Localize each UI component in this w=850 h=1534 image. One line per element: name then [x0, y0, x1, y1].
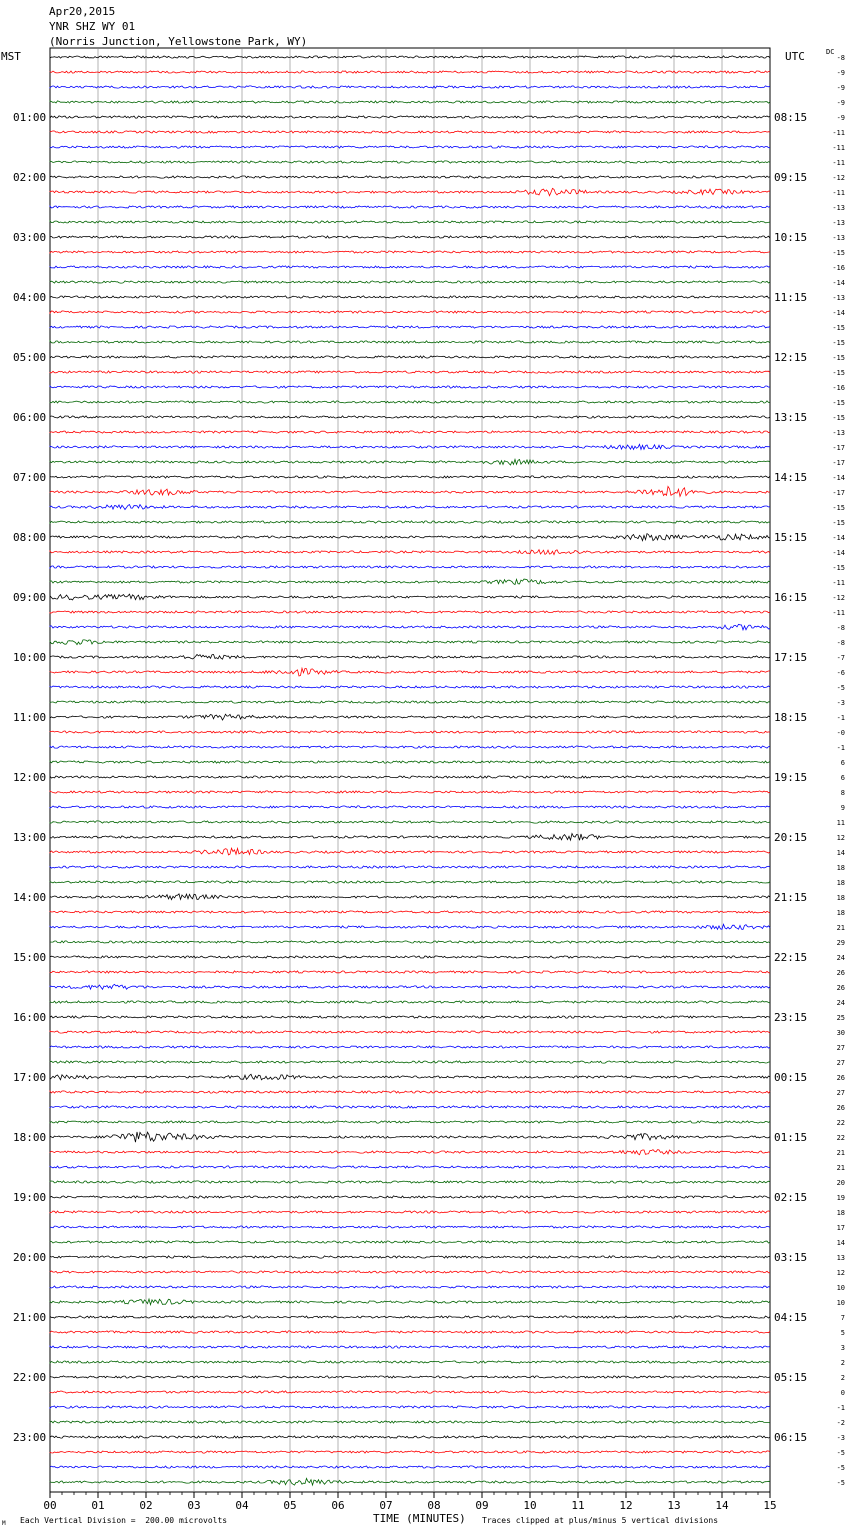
seismic-trace	[50, 791, 770, 793]
seismic-trace	[50, 266, 770, 268]
seismic-trace	[50, 746, 770, 748]
seismic-trace	[50, 431, 770, 433]
mst-hour-label: 08:00	[13, 531, 47, 544]
mst-hour-label: 19:00	[13, 1191, 47, 1204]
dc-offset-value: 12	[836, 1269, 845, 1277]
utc-hour-label: 04:15	[774, 1311, 808, 1324]
dc-offset-value: -15	[832, 339, 845, 347]
dc-offset-value: 26	[836, 1104, 845, 1112]
dc-offset-value: 26	[836, 1074, 845, 1082]
seismic-trace	[50, 1478, 770, 1485]
dc-offset-value: 21	[836, 924, 845, 932]
mst-hour-label: 09:00	[13, 591, 47, 604]
seismic-trace	[50, 161, 770, 163]
seismic-trace	[50, 714, 770, 720]
utc-hour-label: 16:15	[774, 591, 808, 604]
seismic-trace	[50, 686, 770, 688]
seismic-trace	[50, 416, 770, 418]
dc-offset-value: -0	[836, 729, 845, 737]
dc-offset-value: 14	[836, 1239, 845, 1247]
dc-offset-value: -14	[832, 279, 845, 287]
seismic-trace	[50, 1241, 770, 1243]
dc-offset-value: -14	[832, 549, 845, 557]
dc-offset-value: -1	[836, 744, 845, 752]
utc-hour-label: 15:15	[774, 531, 808, 544]
dc-offset-value: 13	[836, 1254, 845, 1262]
seismic-trace	[50, 1331, 770, 1333]
dc-offset-value: 27	[836, 1044, 845, 1052]
dc-offset-value: -15	[832, 354, 845, 362]
dc-offset-value: 12	[836, 834, 845, 842]
dc-offset-value: -16	[832, 264, 845, 272]
seismic-trace	[50, 311, 770, 313]
dc-offset-value: 3	[840, 1344, 845, 1352]
seismic-trace	[50, 401, 770, 403]
dc-offset-value: -9	[836, 69, 845, 77]
dc-offset-value: 7	[840, 1314, 845, 1322]
mst-hour-label: 15:00	[13, 951, 47, 964]
utc-hour-label: 02:15	[774, 1191, 808, 1204]
seismic-trace	[50, 1211, 770, 1213]
seismic-trace	[50, 131, 770, 133]
station-location: (Norris Junction, Yellowstone Park, WY)	[49, 35, 308, 48]
dc-offset-value: -15	[832, 414, 845, 422]
seismic-trace	[50, 1106, 770, 1108]
dc-offset-value: -5	[836, 1479, 845, 1487]
utc-hour-label: 06:15	[774, 1431, 808, 1444]
utc-hour-label: 20:15	[774, 831, 808, 844]
x-tick-label: 13	[667, 1499, 681, 1512]
seismic-trace	[50, 1132, 770, 1142]
seismic-trace	[50, 101, 770, 103]
plot-date: Apr20,2015	[49, 5, 116, 18]
x-tick-label: 12	[619, 1499, 633, 1512]
seismic-trace	[50, 1181, 770, 1183]
dc-offset-value: -12	[832, 594, 845, 602]
dc-offset-value: 27	[836, 1059, 845, 1067]
seismic-trace	[50, 594, 770, 600]
seismic-trace	[50, 881, 770, 883]
seismic-trace	[50, 1046, 770, 1048]
seismic-trace	[50, 834, 770, 841]
seismic-trace	[50, 611, 770, 613]
dc-offset-value: 6	[840, 759, 845, 767]
dc-offset-value: -3	[836, 1434, 845, 1442]
seismic-trace	[50, 654, 770, 659]
dc-offset-value: -17	[832, 459, 845, 467]
mst-hour-label: 02:00	[13, 171, 47, 184]
seismic-trace	[50, 1121, 770, 1123]
seismic-trace	[50, 487, 770, 497]
mst-hour-label: 12:00	[13, 771, 47, 784]
seismic-trace	[50, 956, 770, 958]
dc-offset-value: 18	[836, 894, 845, 902]
seismic-trace	[50, 281, 770, 283]
utc-hour-label: 09:15	[774, 171, 808, 184]
seismic-trace	[50, 188, 770, 195]
x-tick-label: 03	[187, 1499, 201, 1512]
dc-offset-value: 22	[836, 1134, 845, 1142]
dc-offset-value: -14	[832, 474, 845, 482]
seismic-trace	[50, 848, 770, 855]
dc-offset-value: 14	[836, 849, 845, 857]
dc-offset-value: -15	[832, 324, 845, 332]
dc-offset-value: -11	[832, 144, 845, 152]
seismic-trace	[50, 386, 770, 388]
dc-offset-value: -15	[832, 519, 845, 527]
x-tick-label: 02	[139, 1499, 153, 1512]
dc-offset-value: 21	[836, 1149, 845, 1157]
mst-hour-label: 11:00	[13, 711, 47, 724]
mst-hour-label: 20:00	[13, 1251, 47, 1264]
dc-offset-value: -9	[836, 99, 845, 107]
dc-offset-value: -9	[836, 84, 845, 92]
utc-hour-label: 22:15	[774, 951, 808, 964]
seismic-trace	[50, 206, 770, 208]
seismic-trace	[50, 1061, 770, 1063]
seismic-trace	[50, 356, 770, 358]
dc-offset-value: 17	[836, 1224, 845, 1232]
dc-offset-value: -13	[832, 219, 845, 227]
dc-offset-value: -17	[832, 444, 845, 452]
seismic-trace	[50, 776, 770, 778]
seismic-trace	[50, 534, 770, 541]
dc-offset-value: 18	[836, 864, 845, 872]
seismic-trace	[50, 146, 770, 148]
dc-offset-value: 24	[836, 999, 845, 1007]
dc-offset-value: 9	[840, 804, 845, 812]
dc-offset-value: 0	[840, 1389, 845, 1397]
seismic-trace	[50, 971, 770, 973]
mst-hour-label: 04:00	[13, 291, 47, 304]
mst-hour-label: 21:00	[13, 1311, 47, 1324]
seismic-trace	[50, 1299, 770, 1305]
utc-hour-label: 21:15	[774, 891, 808, 904]
mst-hour-label: 23:00	[13, 1431, 47, 1444]
mst-hour-label: 16:00	[13, 1011, 47, 1024]
seismic-trace	[50, 251, 770, 253]
utc-hour-label: 12:15	[774, 351, 808, 364]
dc-offset-value: -5	[836, 1449, 845, 1457]
dc-offset-value: 25	[836, 1014, 845, 1022]
x-tick-label: 11	[571, 1499, 585, 1512]
seismic-trace	[50, 821, 770, 823]
seismic-trace	[50, 1091, 770, 1093]
seismic-trace	[50, 1346, 770, 1348]
dc-offset-value: -5	[836, 1464, 845, 1472]
x-tick-label: 07	[379, 1499, 393, 1512]
x-axis-title: TIME (MINUTES)	[373, 1512, 466, 1525]
x-tick-label: 10	[523, 1499, 537, 1512]
seismic-trace	[50, 1226, 770, 1228]
dc-offset-value: 20	[836, 1179, 845, 1187]
corner-mark: M	[2, 1520, 6, 1527]
seismic-trace	[50, 668, 770, 676]
x-tick-label: 06	[331, 1499, 345, 1512]
dc-offset-value: -15	[832, 249, 845, 257]
seismic-trace	[50, 640, 770, 645]
seismic-trace	[50, 701, 770, 703]
dc-offset-value: -14	[832, 534, 845, 542]
dc-offset-value: 27	[836, 1089, 845, 1097]
seismic-trace	[50, 866, 770, 868]
seismic-trace	[50, 806, 770, 808]
seismic-trace	[50, 894, 770, 900]
dc-offset-value: -16	[832, 384, 845, 392]
station-code: YNR SHZ WY 01	[49, 20, 136, 33]
seismic-trace	[50, 1391, 770, 1393]
utc-hour-label: 00:15	[774, 1071, 808, 1084]
seismic-trace	[50, 476, 770, 478]
x-tick-label: 08	[427, 1499, 441, 1512]
dc-offset-value: -13	[832, 294, 845, 302]
seismic-trace	[50, 566, 770, 568]
seismic-trace	[50, 176, 770, 178]
x-tick-label: 00	[43, 1499, 57, 1512]
seismic-trace	[50, 326, 770, 328]
seismic-trace	[50, 1074, 770, 1080]
utc-hour-label: 10:15	[774, 231, 808, 244]
dc-offset-value: -15	[832, 369, 845, 377]
dc-offset-value: -17	[832, 489, 845, 497]
dc-offset-value: -13	[832, 429, 845, 437]
dc-offset-value: -1	[836, 1404, 845, 1412]
seismic-trace	[50, 1196, 770, 1198]
mst-hour-label: 10:00	[13, 651, 47, 664]
utc-hour-label: 19:15	[774, 771, 808, 784]
dc-offset-value: -15	[832, 564, 845, 572]
dc-offset-value: 8	[840, 789, 845, 797]
seismic-trace	[50, 221, 770, 223]
x-tick-label: 14	[715, 1499, 729, 1512]
seismic-trace	[50, 236, 770, 238]
seismic-trace	[50, 1271, 770, 1273]
plot-frame	[50, 48, 770, 1492]
seismic-trace	[50, 1451, 770, 1453]
dc-offset-value: -12	[832, 174, 845, 182]
utc-hour-label: 01:15	[774, 1131, 808, 1144]
utc-hour-label: 14:15	[774, 471, 808, 484]
seismic-trace	[50, 459, 770, 465]
dc-offset-value: -15	[832, 399, 845, 407]
dc-offset-value: -1	[836, 714, 845, 722]
seismic-trace	[50, 1001, 770, 1003]
dc-offset-value: 5	[840, 1329, 845, 1337]
seismic-trace	[50, 550, 770, 555]
seismic-trace	[50, 505, 770, 510]
dc-offset-value: 21	[836, 1164, 845, 1172]
mst-hour-label: 17:00	[13, 1071, 47, 1084]
seismic-trace	[50, 1406, 770, 1408]
dc-offset-value: 10	[836, 1284, 845, 1292]
seismic-trace	[50, 761, 770, 763]
seismic-trace	[50, 341, 770, 343]
seismic-trace	[50, 1166, 770, 1168]
x-tick-label: 15	[763, 1499, 777, 1512]
mst-hour-label: 01:00	[13, 111, 47, 124]
dc-offset-value: 26	[836, 969, 845, 977]
dc-offset-value: 2	[840, 1374, 845, 1382]
mst-hour-label: 05:00	[13, 351, 47, 364]
mst-hour-label: 03:00	[13, 231, 47, 244]
seismic-trace	[50, 731, 770, 733]
dc-offset-value: 24	[836, 954, 845, 962]
dc-offset-value: 2	[840, 1359, 845, 1367]
dc-offset-value: 18	[836, 879, 845, 887]
seismic-trace	[50, 1286, 770, 1288]
dc-offset-value: 22	[836, 1119, 845, 1127]
dc-offset-value: -11	[832, 189, 845, 197]
dc-offset-value: -11	[832, 159, 845, 167]
utc-hour-label: 05:15	[774, 1371, 808, 1384]
clip-note: Traces clipped at plus/minus 5 vertical divisions	[482, 1516, 719, 1525]
x-tick-label: 01	[91, 1499, 105, 1512]
seismic-trace	[50, 86, 770, 88]
seismic-trace	[50, 911, 770, 913]
dc-offset-value: -7	[836, 654, 845, 662]
dc-offset-value: 29	[836, 939, 845, 947]
seismic-trace	[50, 1031, 770, 1033]
dc-offset-value: 30	[836, 1029, 845, 1037]
seismic-trace	[50, 1016, 770, 1018]
seismic-trace	[50, 1421, 770, 1423]
mst-hour-label: 22:00	[13, 1371, 47, 1384]
dc-offset-value: -13	[832, 204, 845, 212]
dc-offset-value: 26	[836, 984, 845, 992]
utc-hour-label: 18:15	[774, 711, 808, 724]
seismic-trace	[50, 624, 770, 630]
x-tick-label: 05	[283, 1499, 297, 1512]
dc-offset-value: 18	[836, 909, 845, 917]
utc-hour-label: 23:15	[774, 1011, 808, 1024]
mst-hour-label: 13:00	[13, 831, 47, 844]
dc-offset-value: 6	[840, 774, 845, 782]
seismic-trace	[50, 1376, 770, 1378]
dc-offset-value: -13	[832, 234, 845, 242]
utc-hour-label: 11:15	[774, 291, 808, 304]
dc-offset-value: -8	[836, 624, 845, 632]
seismic-trace	[50, 1466, 770, 1468]
mst-hour-label: 07:00	[13, 471, 47, 484]
seismic-trace	[50, 116, 770, 118]
seismic-trace	[50, 984, 770, 989]
utc-hour-label: 08:15	[774, 111, 808, 124]
seismic-trace	[50, 296, 770, 298]
seismic-trace	[50, 1150, 770, 1155]
seismic-trace	[50, 1436, 770, 1438]
seismic-trace	[50, 1316, 770, 1318]
seismic-trace	[50, 1361, 770, 1363]
dc-offset-value: -3	[836, 699, 845, 707]
seismic-trace	[50, 71, 770, 73]
seismic-trace	[50, 371, 770, 373]
dc-offset-value: -5	[836, 684, 845, 692]
dc-label: DC	[826, 48, 835, 56]
x-tick-label: 04	[235, 1499, 249, 1512]
seismic-trace	[50, 521, 770, 523]
dc-offset-value: -2	[836, 1419, 845, 1427]
dc-offset-value: -8	[836, 54, 845, 62]
dc-offset-value: -6	[836, 669, 845, 677]
dc-offset-value: -11	[832, 609, 845, 617]
mst-hour-label: 18:00	[13, 1131, 47, 1144]
seismic-trace	[50, 924, 770, 929]
mst-axis-label: MST	[1, 50, 21, 63]
dc-offset-value: -14	[832, 309, 845, 317]
dc-offset-value: 10	[836, 1299, 845, 1307]
dc-offset-value: -11	[832, 579, 845, 587]
dc-offset-value: -9	[836, 114, 845, 122]
dc-offset-value: 11	[836, 819, 845, 827]
seismic-trace	[50, 56, 770, 58]
x-tick-label: 09	[475, 1499, 489, 1512]
seismic-trace	[50, 941, 770, 943]
mst-hour-label: 06:00	[13, 411, 47, 424]
utc-axis-label: UTC	[785, 50, 805, 63]
utc-hour-label: 17:15	[774, 651, 808, 664]
dc-offset-value: -15	[832, 504, 845, 512]
seismic-trace	[50, 579, 770, 584]
mst-hour-label: 14:00	[13, 891, 47, 904]
dc-offset-value: -8	[836, 639, 845, 647]
dc-offset-value: -11	[832, 129, 845, 137]
dc-offset-value: 18	[836, 1209, 845, 1217]
utc-hour-label: 13:15	[774, 411, 808, 424]
seismic-trace	[50, 1256, 770, 1258]
scale-note: Each Vertical Division = 200.00 microvolts	[20, 1516, 228, 1525]
dc-offset-value: 19	[836, 1194, 845, 1202]
utc-hour-label: 03:15	[774, 1251, 808, 1264]
seismic-trace	[50, 444, 770, 449]
